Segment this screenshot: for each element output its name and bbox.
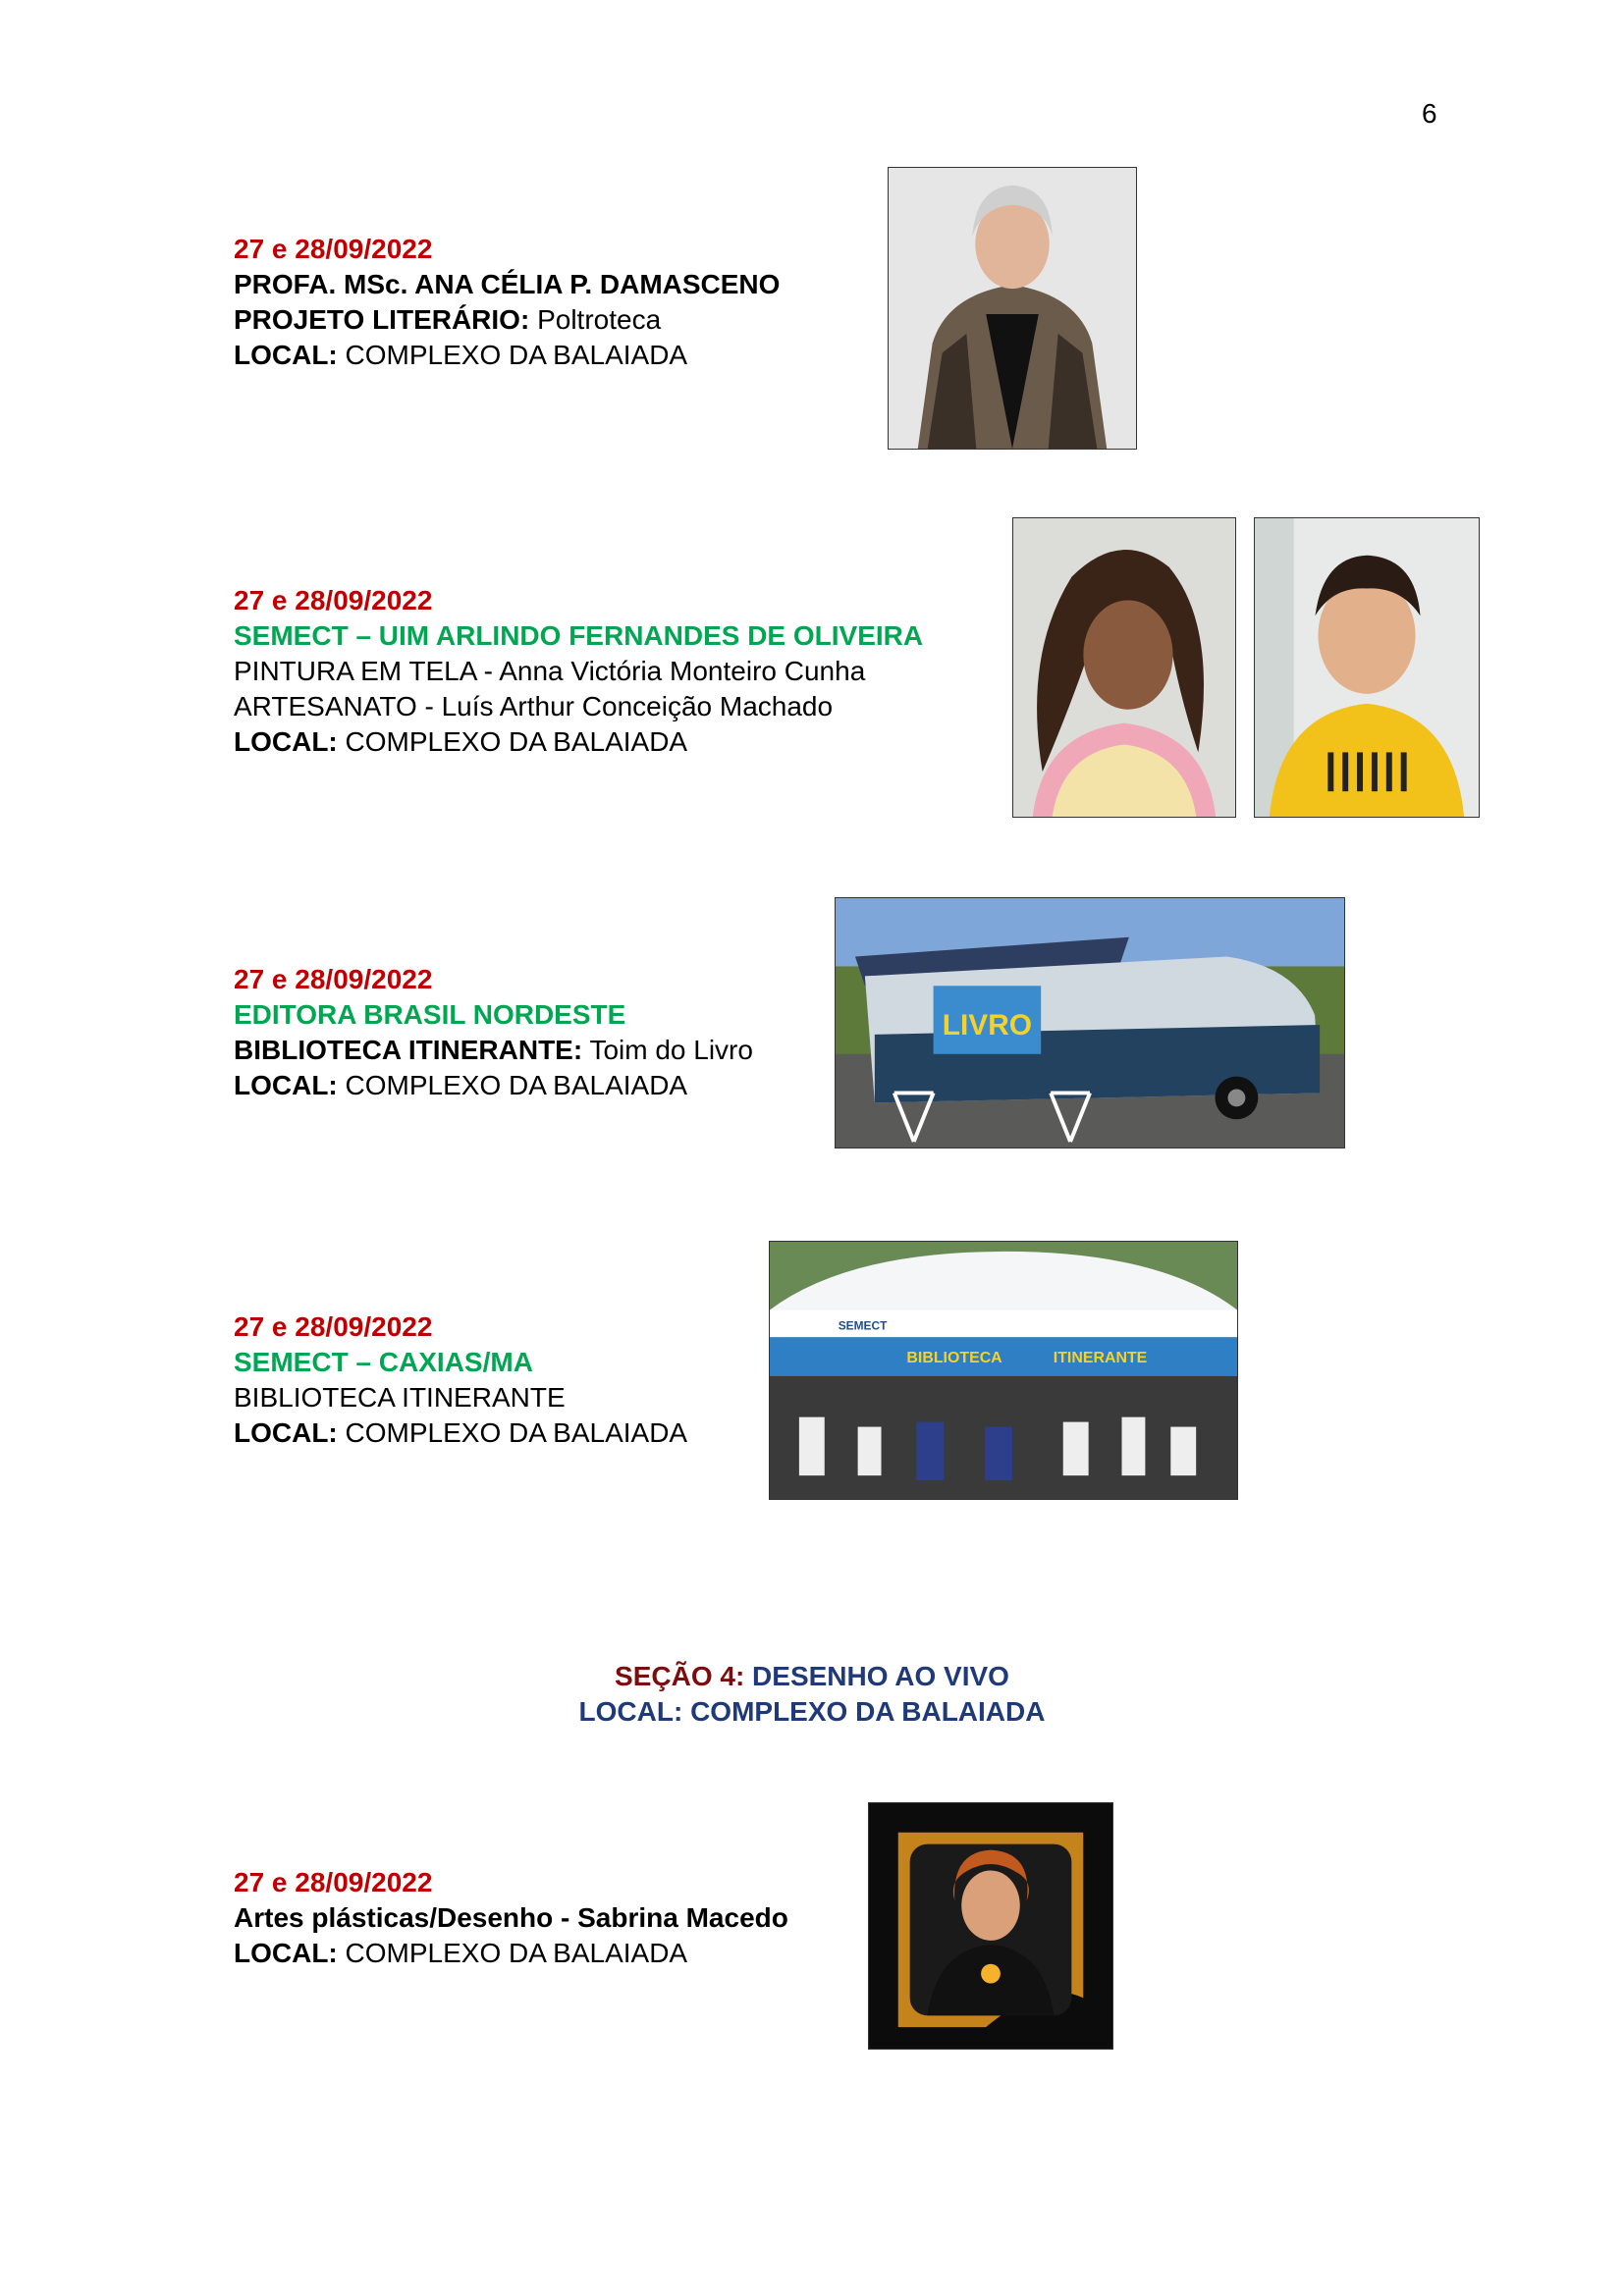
section-prefix: SEÇÃO 4: [615,1661,745,1691]
entry-date: 27 e 28/09/2022 [234,1311,433,1342]
entry-date: 27 e 28/09/2022 [234,1867,433,1897]
entry-name: PROFA. MSc. ANA CÉLIA P. DAMASCENO [234,269,781,299]
project-label: PROJETO LITERÁRIO: [234,304,530,335]
artist-portrait-photo [868,1802,1113,2050]
entry-org: SEMECT – UIM ARLINDO FERNANDES DE OLIVEIRA [234,620,924,651]
entry-editora [234,962,753,1103]
section-title: DESENHO AO VIVO [744,1661,1009,1691]
local-value: COMPLEXO DA BALAIADA [337,1417,688,1448]
tent-banner-right-text: ITINERANTE [1053,1350,1148,1367]
local-value: COMPLEXO DA BALAIADA [337,1938,688,1968]
project-value: Toim do Livro [582,1035,753,1065]
page-number: 6 [1422,98,1437,129]
portrait-photo [888,167,1137,450]
entry-name: Artes plásticas/Desenho - Sabrina Macedo [234,1902,788,1933]
project-label: BIBLIOTECA ITINERANTE: [234,1035,583,1065]
entry-semect-caxias [234,1309,687,1451]
entry-org: SEMECT – CAXIAS/MA [234,1347,533,1377]
local-label: LOCAL: [234,340,338,370]
project-value: Poltroteca [529,304,662,335]
entry-org: EDITORA BRASIL NORDESTE [234,999,626,1030]
local-value: COMPLEXO DA BALAIADA [337,1070,688,1100]
bookmobile-van-photo [835,897,1345,1148]
entry-date: 27 e 28/09/2022 [234,964,433,994]
local-value: COMPLEXO DA BALAIADA [337,726,688,757]
entry-semect-uim [234,583,923,760]
section-heading [0,1659,1624,1730]
local-label: LOCAL: [234,1070,338,1100]
boy-portrait-photo [1254,517,1480,818]
entry-line: PINTURA EM TELA - Anna Victória Monteiro Cunha [234,656,866,686]
local-label: LOCAL: [234,1938,338,1968]
entry-sabrina [234,1865,788,1971]
entry-ana-celia [234,232,780,373]
library-tent-photo [769,1241,1238,1500]
local-value: COMPLEXO DA BALAIADA [337,340,688,370]
entry-line: BIBLIOTECA ITINERANTE [234,1382,566,1413]
van-sign-text: LIVRO [942,1008,1033,1041]
entry-line: ARTESANATO - Luís Arthur Conceição Machado [234,691,834,721]
entry-date: 27 e 28/09/2022 [234,234,433,264]
tent-logo-text: SEMECT [838,1318,888,1333]
girl-portrait-photo [1012,517,1236,818]
local-label: LOCAL: [234,726,338,757]
tent-banner-left-text: BIBLIOTECA [906,1350,1002,1367]
local-label: LOCAL: [234,1417,338,1448]
section-local: LOCAL: COMPLEXO DA BALAIADA [578,1696,1046,1727]
entry-date: 27 e 28/09/2022 [234,585,433,615]
